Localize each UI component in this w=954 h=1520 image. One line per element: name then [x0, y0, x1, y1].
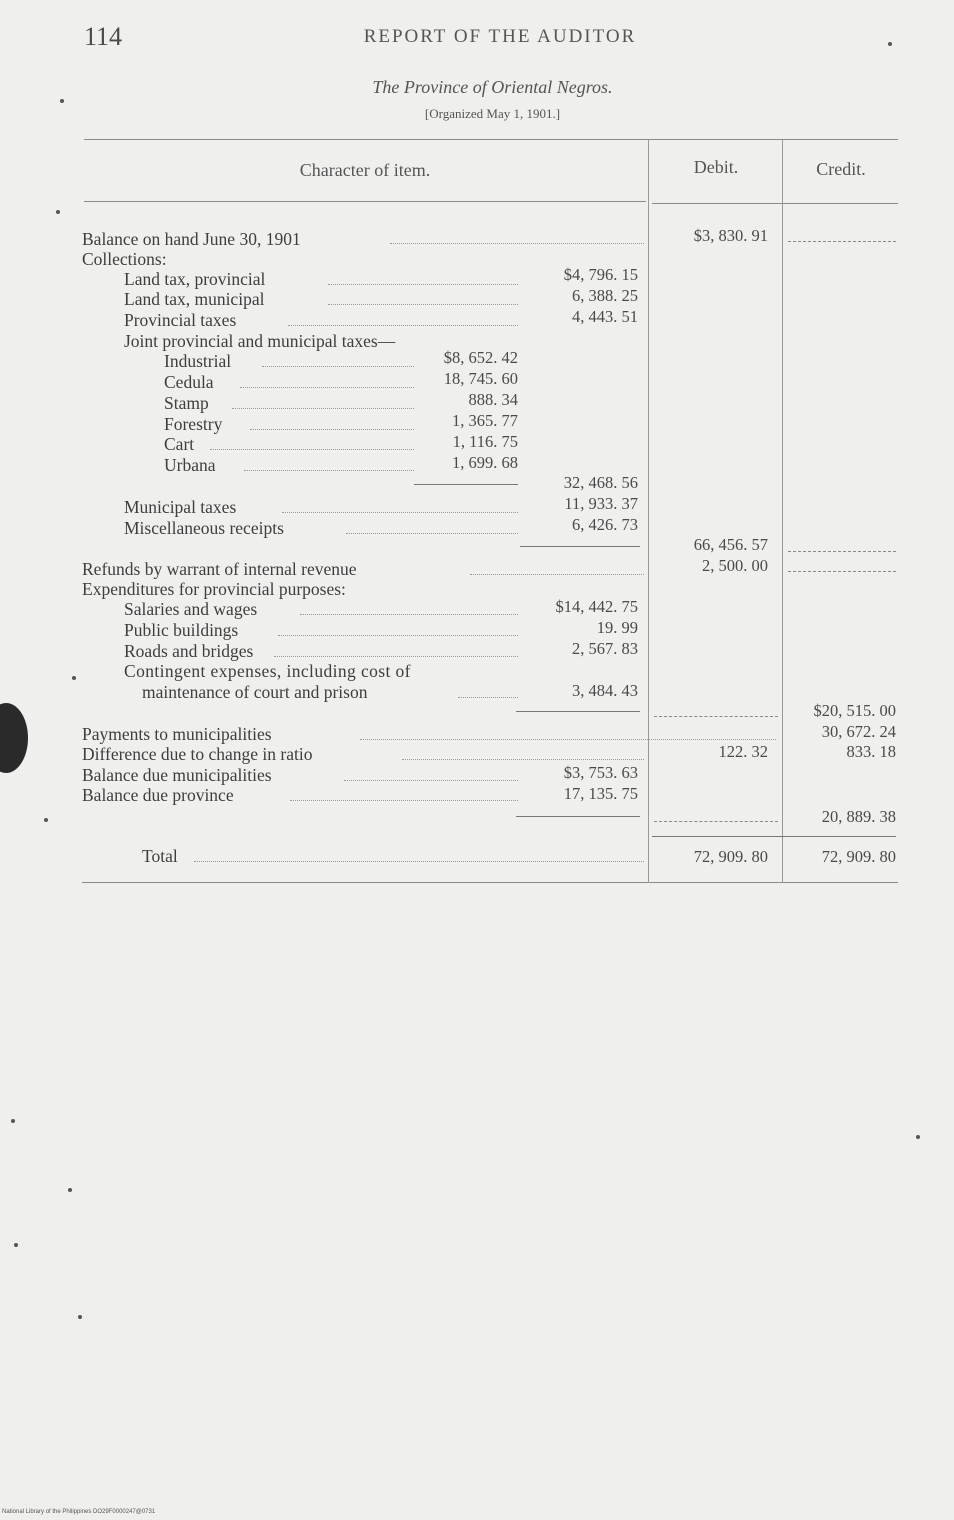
row-label-difference-ratio: Difference due to change in ratio — [82, 744, 313, 764]
leader-dots — [360, 739, 776, 740]
leader-dots — [470, 574, 644, 575]
debit-collections-total: 66, 456. 57 — [693, 535, 768, 554]
library-footer: National Library of the Philippines DO29F0000247@0731 — [2, 1509, 156, 1515]
row-label-land-tax-provincial: Land tax, provincial — [124, 269, 266, 289]
leader-dots — [390, 243, 644, 244]
leader-dots — [344, 780, 518, 781]
row-label-expenditures: Expenditures for provincial purposes: — [82, 579, 346, 599]
scan-speck — [11, 1119, 15, 1123]
header-rule-item — [84, 201, 646, 202]
leader-dots — [290, 800, 518, 801]
leader-dots — [210, 449, 414, 450]
amount-salaries: $14, 442. 75 — [555, 597, 638, 616]
credit-expenditures-total: $20, 515. 00 — [813, 701, 896, 720]
leader-dots — [250, 429, 414, 430]
page-edge-shadow — [0, 703, 28, 773]
row-label-public-buildings: Public buildings — [124, 620, 239, 640]
debit-refunds: 2, 500. 00 — [702, 556, 768, 575]
amount-roads: 2, 567. 83 — [572, 639, 638, 658]
row-label-collections: Collections: — [82, 249, 167, 269]
table-top-rule — [84, 139, 898, 140]
row-label-cedula: Cedula — [164, 372, 214, 392]
leader-dots — [240, 387, 414, 388]
credit-total: 72, 909. 80 — [821, 847, 896, 866]
scan-speck — [68, 1188, 72, 1192]
leader-dots — [232, 408, 414, 409]
amount-balance-due-municipalities: $3, 753. 63 — [563, 763, 638, 782]
column-header-credit: Credit. — [816, 159, 866, 179]
scan-speck — [56, 210, 60, 214]
row-label-misc-receipts: Miscellaneous receipts — [124, 518, 284, 538]
debit-blank-dash — [654, 716, 778, 717]
amount-cedula: 18, 745. 60 — [443, 369, 518, 388]
row-label-industrial: Industrial — [164, 351, 232, 371]
scan-speck — [60, 99, 64, 103]
scan-speck — [916, 1135, 920, 1139]
debit-difference-ratio: 122. 32 — [718, 742, 768, 761]
amount-land-tax-provincial: $4, 796. 15 — [563, 265, 638, 284]
leader-dots — [300, 614, 518, 615]
subtotal-rule — [516, 711, 640, 712]
amount-land-tax-municipal: 6, 388. 25 — [572, 286, 638, 305]
credit-balance-due-total: 20, 889. 38 — [821, 807, 896, 826]
amount-stamp: 888. 34 — [468, 390, 518, 409]
subtotal-rule — [414, 484, 518, 485]
column-header-item: Character of item. — [299, 160, 431, 180]
debit-blank-dash — [654, 821, 778, 822]
row-label-contingent: Contingent expenses, including cost of — [124, 661, 411, 681]
leader-dots — [346, 533, 518, 534]
row-label-forestry: Forestry — [164, 414, 223, 434]
row-label-total: Total — [142, 846, 178, 866]
row-label-stamp: Stamp — [164, 393, 209, 413]
column-header-debit: Debit. — [693, 157, 739, 177]
row-label-urbana: Urbana — [164, 455, 216, 475]
row-label-joint-taxes: Joint provincial and municipal taxes— — [124, 331, 396, 351]
scan-speck — [72, 676, 76, 680]
amount-municipal-taxes: 11, 933. 37 — [564, 494, 638, 513]
row-label-salaries: Salaries and wages — [124, 599, 258, 619]
scan-speck — [44, 818, 48, 822]
page-number: 114 — [84, 22, 123, 51]
total-rule — [652, 836, 896, 837]
credit-difference-ratio: 833. 18 — [846, 742, 896, 761]
amount-misc-receipts: 6, 426. 73 — [572, 515, 638, 534]
debit-column-divider — [648, 140, 649, 883]
amount-contingent: 3, 484. 43 — [572, 681, 638, 700]
leader-dots — [328, 284, 518, 285]
amount-forestry: 1, 365. 77 — [452, 411, 518, 430]
amount-cart: 1, 116. 75 — [452, 432, 518, 451]
credit-blank-dash — [788, 241, 896, 242]
row-label-municipal-taxes: Municipal taxes — [124, 497, 237, 517]
leader-dots — [194, 861, 644, 862]
leader-dots — [262, 366, 414, 367]
leader-dots — [278, 635, 518, 636]
leader-dots — [458, 697, 518, 698]
row-label-provincial-taxes: Provincial taxes — [124, 310, 237, 330]
row-label-balance-june: Balance on hand June 30, 1901 — [82, 229, 301, 249]
subtotal-rule — [520, 546, 640, 547]
amount-balance-due-province: 17, 135. 75 — [563, 784, 638, 803]
credit-blank-dash — [788, 551, 896, 552]
debit-balance-june: $3, 830. 91 — [693, 226, 768, 245]
scan-speck — [14, 1243, 18, 1247]
leader-dots — [328, 304, 518, 305]
scan-speck — [78, 1315, 82, 1319]
credit-blank-dash — [788, 571, 896, 572]
credit-payments-municipalities: 30, 672. 24 — [821, 722, 896, 741]
row-label-refunds: Refunds by warrant of internal revenue — [82, 559, 357, 579]
credit-column-divider — [782, 140, 783, 883]
amount-industrial: $8, 652. 42 — [443, 348, 518, 367]
debit-total: 72, 909. 80 — [693, 847, 768, 866]
leader-dots — [244, 470, 414, 471]
running-header: REPORT OF THE AUDITOR — [363, 26, 637, 47]
leader-dots — [288, 325, 518, 326]
amount-urbana: 1, 699. 68 — [452, 453, 518, 472]
amount-joint-total: 32, 468. 56 — [563, 473, 638, 492]
amount-public-buildings: 19. 99 — [596, 618, 638, 637]
row-label-contingent-line2: maintenance of court and prison — [142, 682, 368, 702]
table-subtitle: The Province of Oriental Negros. — [372, 77, 613, 97]
row-label-payments-municipalities: Payments to municipalities — [82, 724, 272, 744]
table-bottom-rule — [82, 882, 898, 883]
row-label-balance-due-province: Balance due province — [82, 785, 234, 805]
scan-speck — [888, 42, 892, 46]
header-rule-amounts — [652, 203, 898, 204]
row-label-cart: Cart — [164, 434, 195, 454]
organized-note: [Organized May 1, 1901.] — [424, 106, 561, 121]
leader-dots — [274, 656, 518, 657]
amount-provincial-taxes: 4, 443. 51 — [572, 307, 638, 326]
leader-dots — [402, 759, 644, 760]
row-label-roads: Roads and bridges — [124, 641, 254, 661]
row-label-land-tax-municipal: Land tax, municipal — [124, 289, 265, 309]
subtotal-rule — [516, 816, 640, 817]
leader-dots — [282, 512, 518, 513]
row-label-balance-due-municipalities: Balance due municipalities — [82, 765, 272, 785]
